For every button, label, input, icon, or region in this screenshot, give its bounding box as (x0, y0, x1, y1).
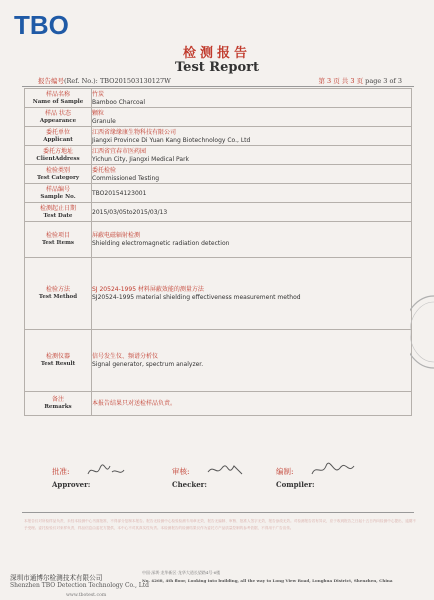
handwritten-signature-icon (86, 462, 126, 480)
table-row: 备注 Remarks 本报告结果只对送检样品负责。 (25, 392, 412, 416)
table-row: 委托单位 Applicant 江西省缘缘康生物科技有限公司 Jiangxi Province Di Yuan Kang Biotechnology Co., Ltd (25, 127, 412, 146)
signature-row (0, 466, 434, 506)
official-stamp-icon (410, 292, 434, 372)
table-row: 检测起止日期 Test Date 2015/03/05to2015/03/13 (25, 203, 412, 222)
tbo-logo (14, 10, 84, 38)
footer-address: 中国·深圳·龙华新区·龙华大道长望路4号·6楼 No. 4268, 4th floor, Looking into building, all the way to Long View Road, Longhua District, Shenzhen, China (142, 570, 393, 583)
divider (22, 86, 414, 87)
table-row: 样品名称 Name of Sample 竹炭 Bamboo Charcoal (25, 89, 412, 108)
report-number: 报告编号(Ref. No.): TBO201503130127W (38, 77, 171, 85)
table-row: 样品编号 Sample No. TBO20154123001 (25, 184, 412, 203)
page-number: 第 3 页 共 3 页 page 3 of 3 (318, 77, 402, 85)
table-row: 检验类别 Test Category 委托检验 Commissioned Testing (25, 165, 412, 184)
checker-signature: 审核: Checker: (172, 466, 207, 489)
handwritten-signature-icon (310, 462, 356, 480)
title-en: Test Report (175, 60, 259, 75)
approver-signature: 批准: Approver: (52, 466, 90, 489)
divider (22, 512, 414, 513)
table-row: 检验方法 Test Method SJ 20524-1995 材料屏蔽效能的测量方法 SJ20524-1995 material shielding effectiveness measurement method (25, 258, 412, 330)
report-table (24, 88, 412, 416)
table-row: 样品 状态 Appearance 颗粒 Granule (25, 108, 412, 127)
legal-notice: 本报告仅对所检样品负责，未经本检测中心书面批准，不得部分复制本报告。报告无检测中心检验检测专用章无效，报告无编制、审核、批准人签字无效，报告涂改无效。对检测报告若有异议，应于收到报告之日起十五日内向检测中心提出，逾期不予受理。委托检验仅对来样负责，样品信息由委托方提供，本中心不对其真实性负责。本检测报告的检测结果仅作为委托方产品质量控制的参考依据，不得用于广告宣传。 (24, 519, 416, 530)
svg-text:TBO: TBO (14, 10, 69, 38)
footer-company: 深圳市通博尔检测技术有限公司 Shenzhen TBO Detection Technology Co., Ltd www.tbotest.com (10, 574, 149, 598)
table-row: 检测仪器 Test Result 信号发生仪、频谱分析仪 Signal generator, spectrum analyzer. (25, 330, 412, 392)
table-row: 检验项目 Test Items 屏蔽电磁辐射检测 Shielding electromagnetic radiation detection (25, 222, 412, 258)
website-link[interactable]: www.tbotest.com (66, 593, 107, 598)
footer (0, 560, 434, 600)
report-number-value: TBO201503130127W (99, 77, 171, 85)
title-cn: 检测报告 (182, 46, 251, 61)
compiler-signature: 编制: Compiler: (276, 466, 315, 489)
table-row: 委托方地址 ClientAddress 江西省宜春市医药园 Yichun City, Jiangxi Medical Park (25, 146, 412, 165)
handwritten-signature-icon (206, 462, 246, 480)
